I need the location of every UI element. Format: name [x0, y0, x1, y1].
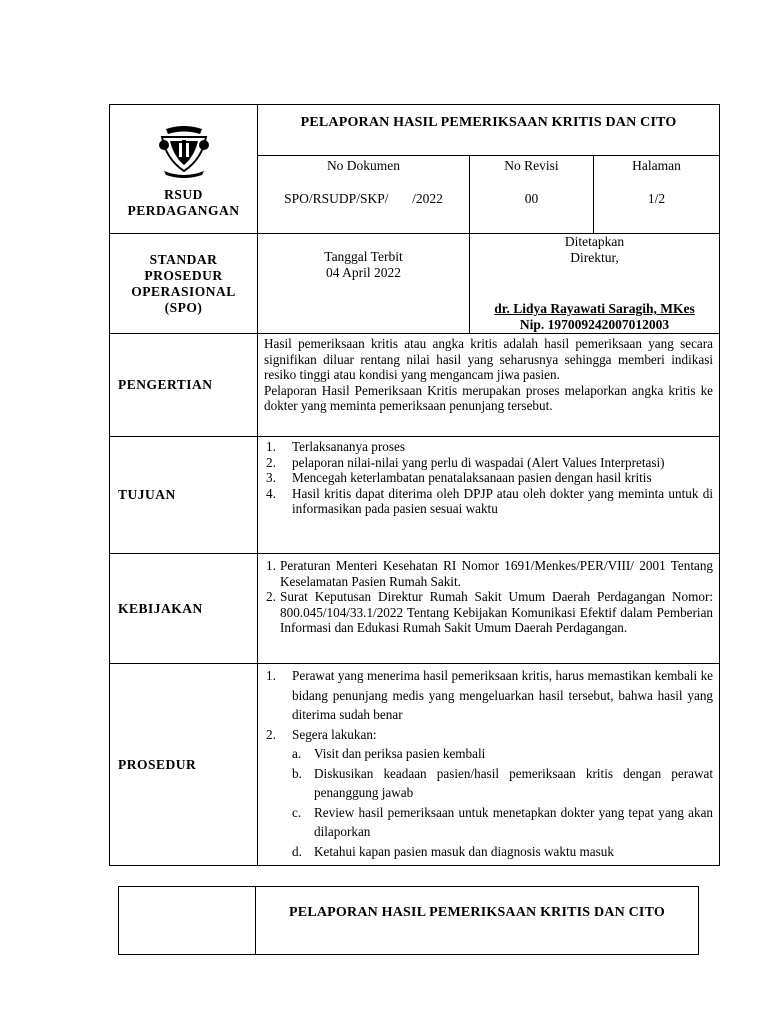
spo-label-line4: (SPO): [164, 299, 203, 315]
approval-label: Ditetapkan: [564, 234, 625, 249]
tujuan-content: [258, 437, 720, 554]
list-item: c. Review hasil pemeriksaan untuk menetapkan dokter yang tepat yang akan dilaporkan: [292, 804, 714, 839]
revision-cell: [470, 156, 594, 234]
hospital-crest-logo-icon: [152, 123, 216, 181]
approval-role: Direktur,: [570, 250, 619, 265]
list-item: d. Ketahui kapan pasien masuk dan diagnosis waktu masuk: [292, 843, 614, 859]
second-document-title: PELAPORAN HASIL PEMERIKSAAN KRITIS DAN CITO: [256, 887, 699, 955]
list-item: 1. Perawat yang menerima hasil pemeriksaan kritis, harus memastikan kembali ke bidang penunjang medis yang mengeluarkan hasil tersebut, bahwa hasil yang diterima sudah benar: [266, 668, 714, 722]
doc-number-value: SPO/RSUDP/SKP/ /2022: [284, 191, 443, 206]
page-cell: [594, 156, 720, 234]
list-item: 1. Terlaksananya proses: [266, 439, 405, 454]
list-item: 1. Peraturan Menteri Kesehatan RI Nomor 1691/Menkes/PER/VIII/ 2001 Tentang Keselamatan Pasien Rumah Sakit.: [266, 558, 714, 589]
pengertian-label: PENGERTIAN: [110, 334, 258, 437]
issue-date-value: 04 April 2022: [325, 265, 401, 280]
second-logo-cell: [119, 887, 256, 955]
pengertian-paragraph-1: Hasil pemeriksaan kritis atau angka kritis adalah hasil pemeriksaan yang secara signifikan diluar rentang nilai hasil yang seharusnya sehingga memberi indikasi resiko tinggi atau kondisi yang mengancam jiwa pasien.: [264, 336, 714, 382]
director-nip: Nip. 197009242007012003: [519, 317, 670, 332]
page-value: 1/2: [647, 191, 666, 206]
document-title: PELAPORAN HASIL PEMERIKSAAN KRITIS DAN CITO: [258, 105, 720, 156]
spo-label-cell: [110, 234, 258, 334]
list-item: 2. Surat Keputusan Direktur Rumah Sakit Umum Daerah Perdagangan Nomor: 800.045/104/33.1/2022 Tentang Kebijakan Komunikasi Efektif dalam Pemberian Informasi dan Edukasi Rumah Sakit Umum Daerah Perdagangan.: [266, 589, 714, 635]
org-name-line1: RSUD: [164, 187, 203, 202]
list-item: 3. Mencegah keterlambatan penatalaksanaan pasien dengan hasil kritis: [266, 470, 652, 485]
prosedur-content: [258, 664, 720, 866]
hospital-identity-cell: [110, 105, 258, 234]
list-item: a. Visit dan periksa pasien kembali: [292, 746, 486, 761]
spo-label-line3: OPERASIONAL: [131, 283, 236, 299]
list-item: 4. Hasil kritis dapat diterima oleh DPJP atau oleh dokter yang meminta untuk di informasikan pada pasien sesuai waktu: [266, 485, 714, 516]
kebijakan-label: KEBIJAKAN: [110, 554, 258, 664]
page-label: Halaman: [632, 158, 681, 173]
spo-document-table: [109, 104, 720, 866]
director-name: dr. Lidya Rayawati Saragih, MKes: [494, 301, 695, 316]
kebijakan-content: [258, 554, 720, 664]
tujuan-label: TUJUAN: [110, 437, 258, 554]
spo-label-line1: STANDAR: [149, 251, 218, 267]
org-name-line2: PERDAGANGAN: [127, 203, 240, 218]
list-item: 2. pelaporan nilai-nilai yang perlu di waspadai (Alert Values Interpretasi): [266, 454, 665, 470]
pengertian-content: [258, 334, 720, 437]
revision-value: 00: [524, 191, 539, 206]
spo-label-line2: PROSEDUR: [144, 267, 223, 283]
list-item: b. Diskusikan keadaan pasien/hasil pemeriksaan kritis dengan perawat penanggung jawab: [292, 765, 714, 800]
issue-date-cell: [258, 234, 470, 334]
revision-label: No Revisi: [504, 158, 559, 173]
doc-number-cell: [258, 156, 470, 234]
issue-date-label: Tanggal Terbit: [324, 249, 403, 264]
second-page-header-table: [118, 886, 699, 955]
approval-cell: [470, 234, 720, 334]
list-item: 2. Segera lakukan: a. Visit dan periksa pasien kembali b. Diskusikan keadaan pasien/hasil pemeriksaan kritis dengan perawat penanggung jawab c. Review hasil pemeriksaan untuk menetapkan dokter yang tepat yang akan dilaporkan d. Ketahui kapan pasien masuk dan diagnosis waktu masuk: [264, 725, 713, 862]
pengertian-paragraph-2: Pelaporan Hasil Pemeriksaan Kritis merupakan proses melaporkan angka kritis ke dokter yang meminta pemeriksaan penunjang tersebut.: [264, 382, 714, 413]
prosedur-label: PROSEDUR: [110, 664, 258, 866]
doc-number-label: No Dokumen: [326, 158, 401, 173]
